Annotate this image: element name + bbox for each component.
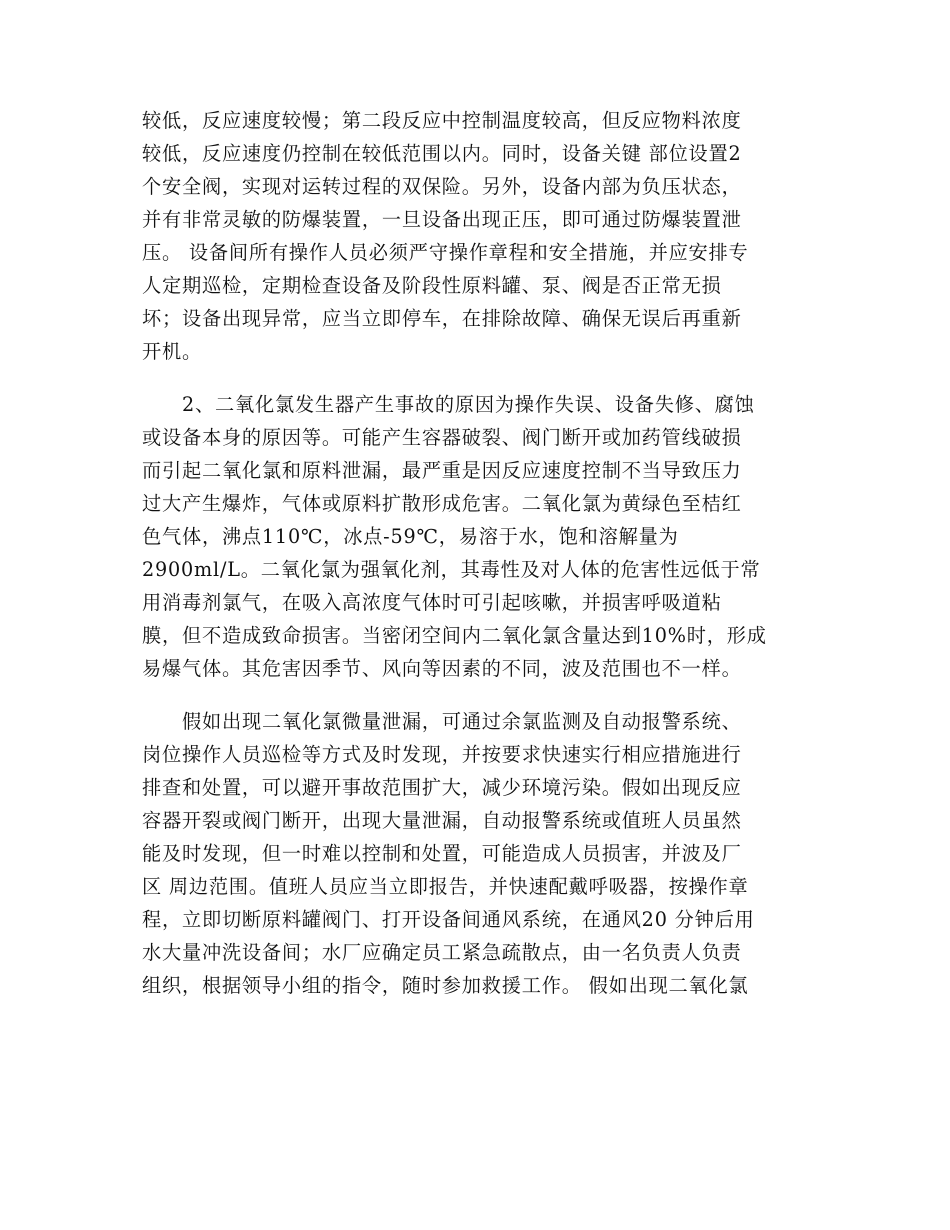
- text-line: 而引起二氧化氯和原料泄漏，最严重是因反应速度控制不当导致压力: [142, 459, 742, 482]
- text-line: 区 周边范围。值班人员应当立即报告，并快速配戴呼吸器，按操作章: [142, 875, 749, 898]
- text-line: 2、二氧化氯发生器产生事故的原因为操作失误、设备失修、腐蚀: [182, 393, 755, 416]
- text-line: 岗位操作人员巡检等方式及时发现，并按要求快速实行相应措施进行: [142, 743, 742, 766]
- text-line: 程，立即切断原料罐阀门、打开设备间通风系统，在通风20 分钟后用: [142, 908, 755, 931]
- text-line: 人定期巡检，定期检查设备及阶段性原料罐、泵、阀是否正常无损: [142, 274, 722, 297]
- text-line: 色气体，沸点110℃，冰点-59℃，易溶于水，饱和溶解量为: [142, 525, 679, 548]
- text-line: 过大产生爆炸，气体或原料扩散形成危害。二氧化氯为黄绿色至桔红: [142, 492, 742, 515]
- text-line: 压。 设备间所有操作人员必须严守操作章程和安全措施，并应安排专: [142, 241, 749, 264]
- paragraph-leak-response: [142, 705, 812, 1002]
- text-line: 能及时发现，但一时难以控制和处置，可能造成人员损害，并波及厂: [142, 842, 742, 865]
- text-line: 开机。: [142, 340, 202, 363]
- text-line: 膜，但不造成致命损害。当密闭空间内二氧化氯含量达到10%时，形成: [142, 624, 767, 647]
- text-line: 容器开裂或阀门断开，出现大量泄漏，自动报警系统或值班人员虽然: [142, 809, 742, 832]
- text-line: 易爆气体。其危害因季节、风向等因素的不同，波及范围也不一样。: [142, 657, 742, 680]
- paragraph-safety-measures: [142, 104, 812, 368]
- text-line: 水大量冲洗设备间；水厂应确定员工紧急疏散点，由一名负责人负责: [142, 941, 742, 964]
- text-line: 坏；设备出现异常，应当立即停车，在排除故障、确保无误后再重新: [142, 307, 742, 330]
- text-line: 较低，反应速度仍控制在较低范围以内。同时，设备关键 部位设置2: [142, 142, 742, 165]
- text-line: 较低，反应速度较慢；第二段反应中控制温度较高，但反应物料浓度: [142, 109, 742, 132]
- text-line: 用消毒剂氯气，在吸入高浓度气体时可引起咳嗽，并损害呼吸道粘: [142, 591, 722, 614]
- text-line: 个安全阀，实现对运转过程的双保险。另外，设备内部为负压状态，: [142, 175, 742, 198]
- text-line: 组织，根据领导小组的指令，随时参加救援工作。 假如出现二氧化氯: [142, 974, 749, 997]
- text-line: 并有非常灵敏的防爆装置，一旦设备出现正压，即可通过防爆装置泄: [142, 208, 742, 231]
- text-line: 排查和处置，可以避开事故范围扩大，减少环境污染。假如出现反应: [142, 776, 742, 799]
- text-line: 或设备本身的原因等。可能产生容器破裂、阀门断开或加药管线破损: [142, 426, 742, 449]
- paragraph-accident-causes: [142, 388, 812, 685]
- text-line: 2900ml/L。二氧化氯为强氧化剂，其毒性及对人体的危害性远低于常: [142, 558, 761, 581]
- text-line: 假如出现二氧化氯微量泄漏，可通过余氯监测及自动报警系统、: [182, 710, 742, 733]
- document-body: [142, 104, 812, 1002]
